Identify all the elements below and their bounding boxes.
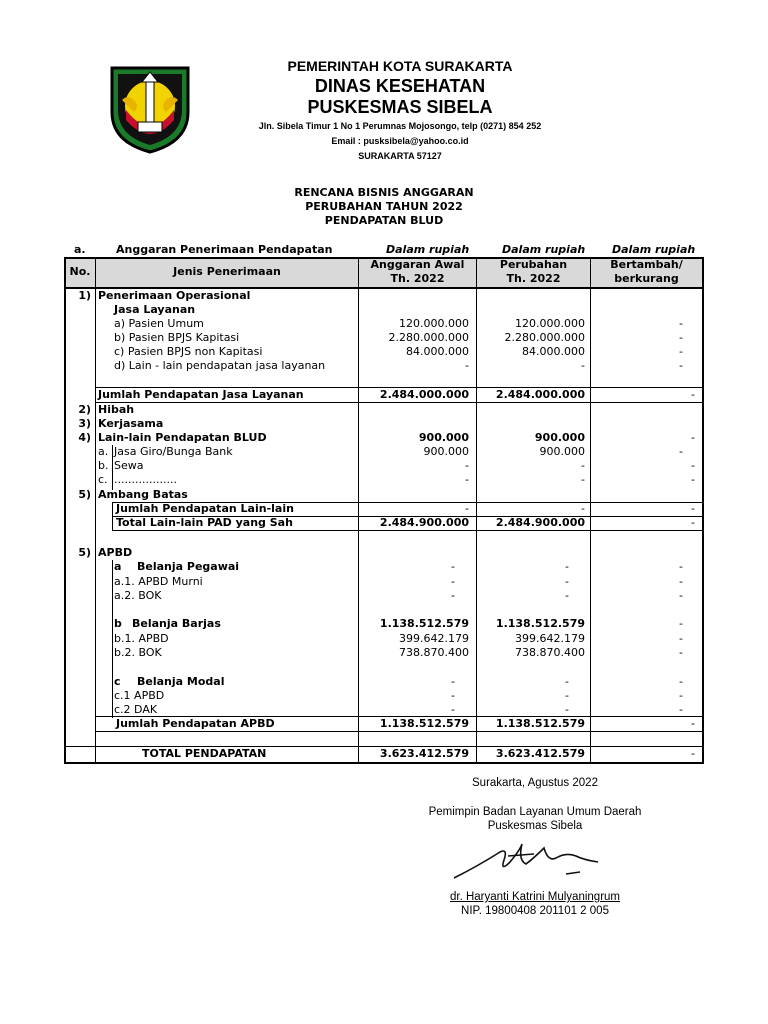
total-perubahan: 3.623.412.579 <box>495 747 585 760</box>
unit-label-2: Dalam rupiah <box>502 243 586 256</box>
row-label: Jumlah Pendapatan Jasa Layanan <box>98 388 304 401</box>
row-label: Ambang Batas <box>98 488 188 501</box>
row-label: Belanja Pegawai <box>137 560 240 573</box>
row-letter: b <box>114 617 122 630</box>
row-letter: c. <box>98 473 108 486</box>
signer-role-2: Puskesmas Sibela <box>487 820 583 832</box>
total-selisih: - <box>691 747 695 760</box>
row-no: 5) <box>78 488 91 501</box>
value-perubahan: - <box>581 473 585 486</box>
value-perubahan: 2.484.000.000 <box>495 388 585 401</box>
value-perubahan: 900.000 <box>539 445 585 458</box>
signer-nip: NIP. 19800408 201101 2 005 <box>461 905 609 917</box>
unit-label-3: Dalam rupiah <box>612 243 696 256</box>
value-selisih: - <box>679 575 683 588</box>
table-border-left <box>64 257 66 764</box>
sub-col-line <box>112 560 113 718</box>
value-perubahan: - <box>565 675 569 688</box>
value-selisih: - <box>691 717 695 730</box>
sub-col-line <box>112 502 113 530</box>
row-letter: c <box>114 675 121 688</box>
value-perubahan: - <box>581 502 585 515</box>
doc-title-2: PERUBAHAN TAHUN 2022 <box>305 200 463 213</box>
value-selisih: - <box>679 589 683 602</box>
row-label: Jasa Giro/Bunga Bank <box>114 445 233 458</box>
value-perubahan: 84.000.000 <box>522 345 585 358</box>
row-label: c) Pasien BPJS non Kapitasi <box>114 345 263 358</box>
row-label: Penerimaan Operasional <box>98 289 251 302</box>
value-selisih: - <box>691 459 695 472</box>
row-label: Jumlah Pendapatan APBD <box>116 717 275 730</box>
value-awal: - <box>451 703 455 716</box>
value-selisih: - <box>679 617 683 630</box>
value-selisih: - <box>679 331 683 344</box>
value-selisih: - <box>691 473 695 486</box>
row-label: b) Pasien BPJS Kapitasi <box>114 331 240 344</box>
row-label: a) Pasien Umum <box>114 317 204 330</box>
row-letter: b. <box>98 459 109 472</box>
value-awal: 2.484.000.000 <box>379 388 469 401</box>
value-selisih: - <box>679 689 683 702</box>
value-perubahan: - <box>581 359 585 372</box>
row-label: c.2 DAK <box>114 703 158 716</box>
signature-scribble <box>448 838 608 890</box>
col-header-no: No. <box>69 265 91 278</box>
row-label: c.1 APBD <box>114 689 165 702</box>
value-awal: 1.138.512.579 <box>379 617 469 630</box>
row-label: Jasa Layanan <box>114 303 196 316</box>
row-label: b.2. BOK <box>114 646 162 659</box>
email: Email : pusksibela@yahoo.co.id <box>331 136 469 146</box>
value-perubahan: - <box>565 575 569 588</box>
value-perubahan: 738.870.400 <box>515 646 585 659</box>
doc-title-1: RENCANA BISNIS ANGGARAN <box>294 186 474 199</box>
col-header-jenis: Jenis Penerimaan <box>173 265 281 278</box>
address: Jln. Sibela Timur 1 No 1 Perumnas Mojosongo, telp (0271) 854 252 <box>258 121 542 131</box>
value-selisih: - <box>679 445 683 458</box>
row-no: 1) <box>78 289 91 302</box>
signer-role-1: Pemimpin Badan Layanan Umum Daerah <box>428 806 642 818</box>
row-label: Belanja Barjas <box>132 617 221 630</box>
value-perubahan: - <box>565 589 569 602</box>
value-perubahan: 2.280.000.000 <box>504 331 585 344</box>
table-border-right <box>702 257 704 764</box>
value-selisih: - <box>691 502 695 515</box>
value-awal: - <box>451 589 455 602</box>
row-line <box>95 731 704 732</box>
value-awal: 900.000 <box>418 431 469 444</box>
value-perubahan: 900.000 <box>534 431 585 444</box>
col-header-perubahan: Perubahan <box>499 258 568 271</box>
row-no: 3) <box>78 417 91 430</box>
value-awal: 2.484.900.000 <box>379 516 469 529</box>
value-perubahan: 399.642.179 <box>515 632 585 645</box>
col-header-awal: Anggaran Awal <box>370 258 465 271</box>
value-awal: 84.000.000 <box>406 345 469 358</box>
table-border-bottom <box>64 762 704 764</box>
section-label: Anggaran Penerimaan Pendapatan <box>116 243 333 256</box>
value-awal: - <box>465 502 469 515</box>
value-perubahan: 1.138.512.579 <box>495 617 585 630</box>
value-awal: - <box>465 473 469 486</box>
value-awal: - <box>451 689 455 702</box>
value-perubahan: - <box>565 689 569 702</box>
doc-title-3: PENDAPATAN BLUD <box>324 214 444 227</box>
value-selisih: - <box>679 317 683 330</box>
row-label: Hibah <box>98 403 135 416</box>
value-awal: 120.000.000 <box>399 317 469 330</box>
row-no: 2) <box>78 403 91 416</box>
value-perubahan: - <box>581 459 585 472</box>
value-perubahan: 2.484.900.000 <box>495 516 585 529</box>
sub-col-line <box>112 445 113 490</box>
value-selisih: - <box>679 345 683 358</box>
unit-label-1: Dalam rupiah <box>386 243 470 256</box>
value-perubahan: - <box>565 703 569 716</box>
value-selisih: - <box>679 560 683 573</box>
value-selisih: - <box>691 431 695 444</box>
total-label: TOTAL PENDAPATAN <box>142 747 267 760</box>
row-label: Belanja Modal <box>137 675 225 688</box>
col-header-perubahan-year: Th. 2022 <box>506 272 561 285</box>
col-header-berkurang: berkurang <box>614 272 679 285</box>
row-letter: a. <box>98 445 109 458</box>
row-label: Total Lain-lain PAD yang Sah <box>116 516 293 529</box>
total-awal: 3.623.412.579 <box>379 747 469 760</box>
row-line <box>112 530 704 531</box>
row-label: d) Lain - lain pendapatan jasa layanan <box>114 359 326 372</box>
value-selisih: - <box>691 388 695 401</box>
col-header-bertambah: Bertambah/ <box>610 258 683 271</box>
value-awal: 399.642.179 <box>399 632 469 645</box>
row-label: APBD <box>98 546 133 559</box>
value-selisih: - <box>679 646 683 659</box>
value-awal: 900.000 <box>423 445 469 458</box>
place-date: Surakarta, Agustus 2022 <box>472 777 598 789</box>
row-label: a.2. BOK <box>114 589 162 602</box>
col-divider-1 <box>95 257 96 764</box>
row-label: Lain-lain Pendapatan BLUD <box>98 431 267 444</box>
row-label: b.1. APBD <box>114 632 169 645</box>
city: SURAKARTA 57127 <box>358 151 442 161</box>
unit-name: PUSKESMAS SIBELA <box>307 97 493 117</box>
col-header-awal-year: Th. 2022 <box>390 272 445 285</box>
row-label: a.1. APBD Murni <box>114 575 203 588</box>
value-selisih: - <box>679 703 683 716</box>
city-emblem-icon <box>108 64 192 154</box>
row-no: 4) <box>78 431 91 444</box>
section-letter: a. <box>74 243 86 256</box>
value-perubahan: 120.000.000 <box>515 317 585 330</box>
row-label: Jumlah Pendapatan Lain-lain <box>116 502 294 515</box>
value-perubahan: - <box>565 560 569 573</box>
value-selisih: - <box>679 675 683 688</box>
value-awal: - <box>451 560 455 573</box>
row-letter: a <box>114 560 122 573</box>
value-awal: 2.280.000.000 <box>388 331 469 344</box>
gov-name: PEMERINTAH KOTA SURAKARTA <box>287 58 513 74</box>
row-label: Sewa <box>114 459 144 472</box>
value-awal: - <box>451 675 455 688</box>
dept-name: DINAS KESEHATAN <box>314 76 486 96</box>
value-awal: - <box>451 575 455 588</box>
row-label: .................. <box>114 473 177 486</box>
value-awal: - <box>465 359 469 372</box>
value-perubahan: 1.138.512.579 <box>495 717 585 730</box>
signer-name: dr. Haryanti Katrini Mulyaningrum <box>449 891 620 903</box>
value-awal: 738.870.400 <box>399 646 469 659</box>
value-awal: 1.138.512.579 <box>379 717 469 730</box>
value-selisih: - <box>691 516 695 529</box>
value-awal: - <box>465 459 469 472</box>
value-selisih: - <box>679 359 683 372</box>
row-label: Kerjasama <box>98 417 164 430</box>
row-line <box>95 402 704 403</box>
value-selisih: - <box>679 632 683 645</box>
row-no: 5) <box>78 546 91 559</box>
